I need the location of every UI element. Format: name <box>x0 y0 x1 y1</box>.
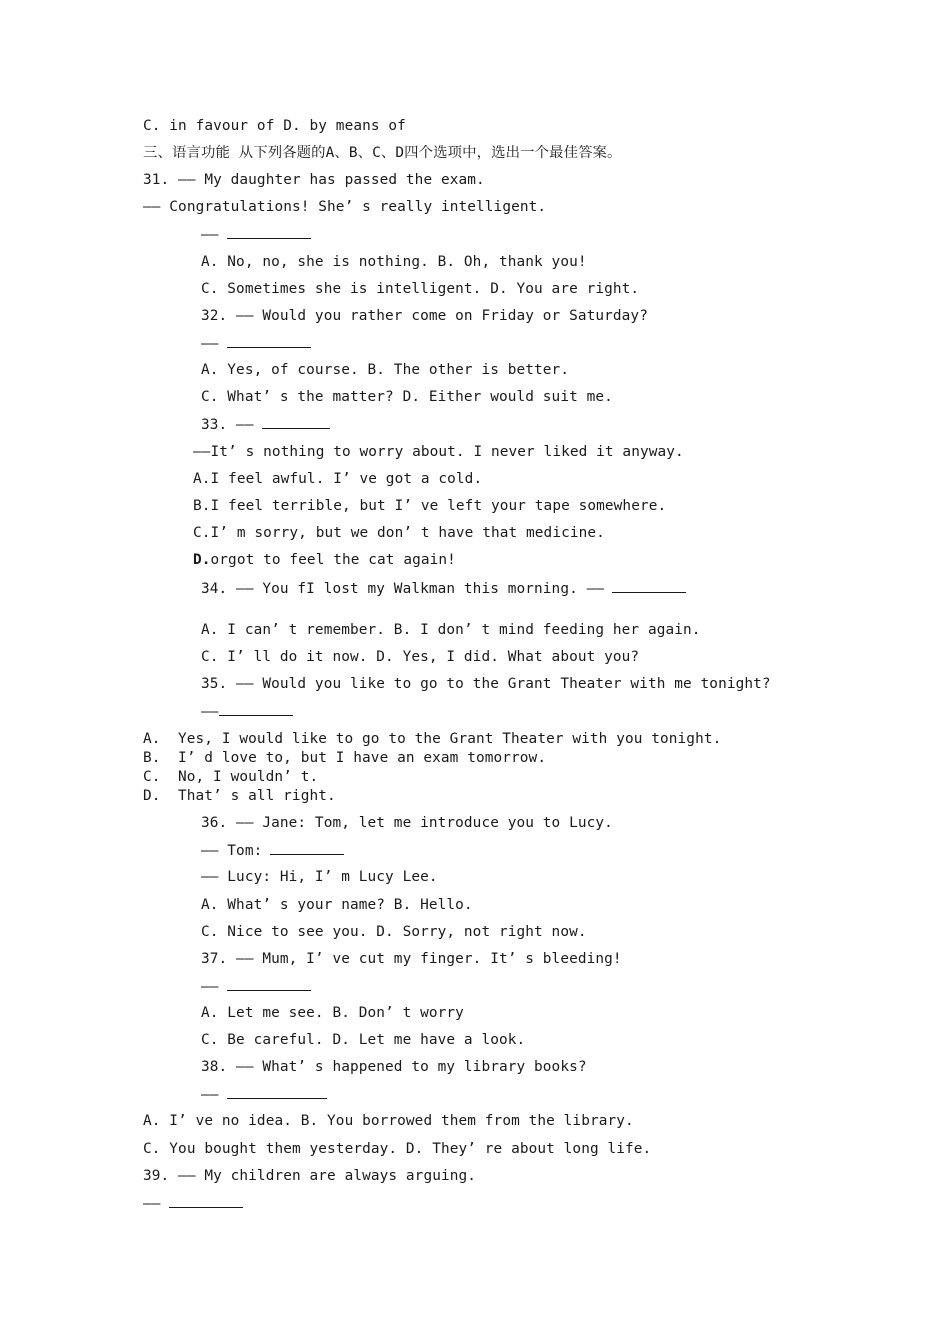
q36-tom-line: —— Tom: <box>201 841 344 860</box>
answer-blank <box>227 225 311 239</box>
q37-options-ab: A. Let me see. B. Don’ t worry <box>201 1005 464 1021</box>
q34-options-cd: C. I’ ll do it now. D. Yes, I did. What about you? <box>201 649 640 665</box>
q31-options-cd: C. Sometimes she is intelligent. D. You are right. <box>201 281 640 297</box>
q34-options-ab: A. I can’ t remember. B. I don’ t mind feeding her again. <box>201 622 701 638</box>
q37-options-cd: C. Be careful. D. Let me have a look. <box>201 1032 526 1048</box>
answer-blank <box>219 702 293 716</box>
q38-prompt: 38. —— What’ s happened to my library books? <box>201 1059 587 1075</box>
answer-blank <box>270 841 344 855</box>
q32-options-ab: A. Yes, of course. B. The other is better. <box>201 362 570 378</box>
q34-prompt: 34. —— You fI lost my Walkman this morning. —— <box>201 579 686 598</box>
q33-prompt: 33. —— <box>201 415 330 434</box>
q38-options-cd: C. You bought them yesterday. D. They’ re about long life. <box>143 1141 652 1157</box>
q36-prompt: 36. —— Jane: Tom, let me introduce you to Lucy. <box>201 815 613 831</box>
q36-options-ab: A. What’ s your name? B. Hello. <box>201 897 473 913</box>
q31-options-ab: A. No, no, she is nothing. B. Oh, thank you! <box>201 254 587 270</box>
q31-answer-line: —— <box>201 225 311 244</box>
answer-blank <box>227 334 311 348</box>
q35-prompt: 35. —— Would you like to go to the Grant Theater with me tonight? <box>201 676 771 692</box>
q39-prompt: 39. —— My children are always arguing. <box>143 1168 477 1184</box>
answer-blank <box>262 415 330 429</box>
q30-options-cd: C. in favour of D. by means of <box>143 118 406 134</box>
q38-options-ab: A. I’ ve no idea. B. You borrowed them from the library. <box>143 1113 634 1129</box>
q37-answer-line: —— <box>201 977 311 996</box>
q35-option-b: B. I’ d love to, but I have an exam tomorrow. <box>143 750 547 766</box>
answer-blank <box>612 579 686 593</box>
q32-prompt: 32. —— Would you rather come on Friday or Saturday? <box>201 308 648 324</box>
q33-option-b: B.I feel terrible, but I’ ve left your tape somewhere. <box>193 498 667 514</box>
section-heading: 三、语言功能 从下列各题的A、B、C、D四个选项中，选出一个最佳答案。 <box>143 145 622 161</box>
q36-options-cd: C. Nice to see you. D. Sorry, not right now. <box>201 924 587 940</box>
answer-blank <box>227 1085 327 1099</box>
q35-option-d: D. That’ s all right. <box>143 788 336 804</box>
q36-lucy-line: —— Lucy: Hi, I’ m Lucy Lee. <box>201 869 438 885</box>
q33-reply: ——It’ s nothing to worry about. I never liked it anyway. <box>193 444 684 460</box>
q33-option-c: C.I’ m sorry, but we don’ t have that medicine. <box>193 525 605 541</box>
q33-option-a: A.I feel awful. I’ ve got a cold. <box>193 471 483 487</box>
q33-option-d: D.orgot to feel the cat again! <box>193 552 456 568</box>
q39-answer-line: —— <box>143 1194 243 1213</box>
q38-answer-line: —— <box>201 1085 327 1104</box>
q35-answer-line: —— <box>201 702 293 721</box>
q32-options-cd: C. What’ s the matter? D. Either would suit me. <box>201 389 613 405</box>
q31-reply: —— Congratulations! She’ s really intelligent. <box>143 199 547 215</box>
q35-option-a: A. Yes, I would like to go to the Grant Theater with you tonight. <box>143 731 722 747</box>
answer-blank <box>169 1194 243 1208</box>
answer-blank <box>227 977 311 991</box>
q37-prompt: 37. —— Mum, I’ ve cut my finger. It’ s bleeding! <box>201 951 622 967</box>
q32-answer-line: —— <box>201 334 311 353</box>
q31-prompt: 31. —— My daughter has passed the exam. <box>143 172 485 188</box>
q35-option-c: C. No, I wouldn’ t. <box>143 769 319 785</box>
